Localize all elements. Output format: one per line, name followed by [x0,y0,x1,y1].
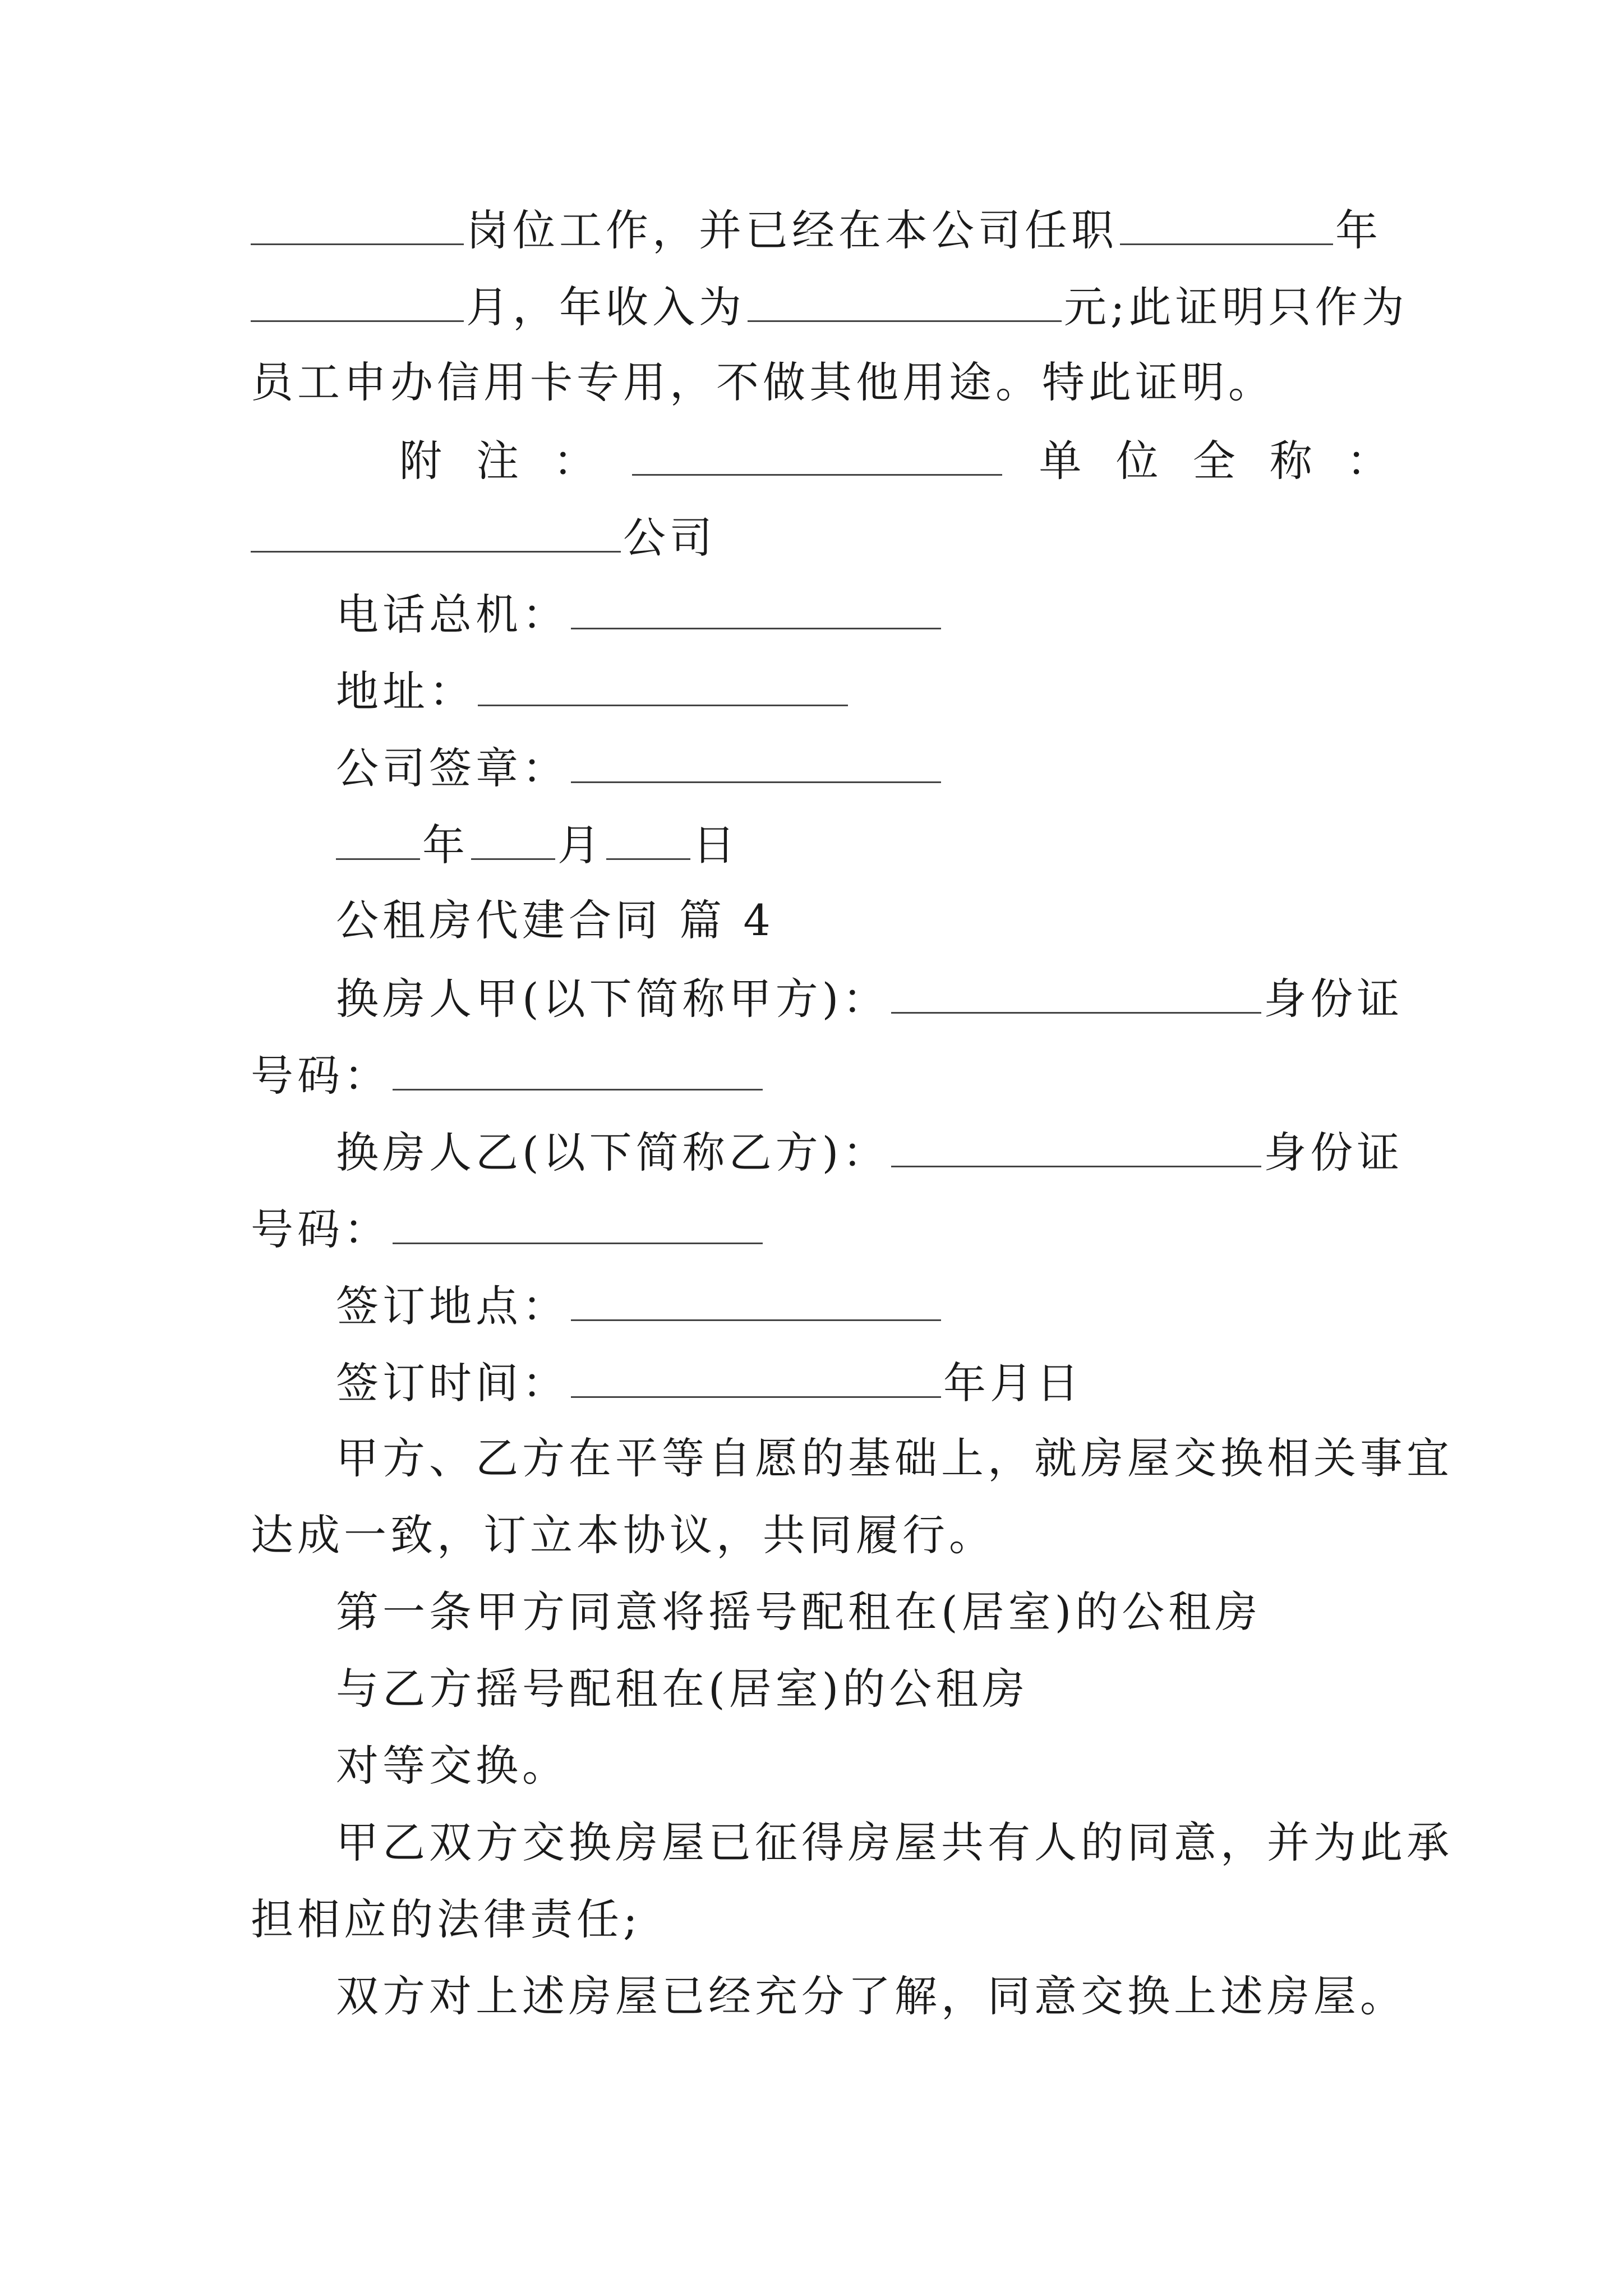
blank-field [251,208,464,245]
text-fragment: 年 [1335,205,1382,255]
text-char: 注 [476,436,519,486]
text-fragment: 公司签章： [336,743,569,793]
text-fragment: 身份证 [1264,1128,1404,1177]
text-line [336,1128,1404,1177]
text-fragment: 年 [422,820,469,870]
text-line [251,282,1408,332]
text-fragment: 签订地点： [336,1281,569,1331]
paragraph-line: 甲方、乙方在平等自愿的基础上，就房屋交换相关事宜 [336,1433,1453,1483]
text-fragment: 身份证 [1264,974,1404,1024]
blank-field [571,1360,941,1398]
text-line [336,666,850,716]
text-char: 位 [1115,436,1159,486]
text-line [336,590,943,639]
date-line [336,820,739,870]
text-line [336,1281,943,1331]
text-line [251,513,716,563]
paragraph-line: 甲乙双方交换房屋已征得房屋共有人的同意，并为此承 [336,1818,1453,1867]
blank-field [891,976,1261,1014]
text-fragment: 地址： [336,666,476,716]
paragraph-line: 与乙方摇号配租在(居室)的公租房 [336,1664,1029,1714]
blank-field [393,1207,763,1244]
text-fragment: 签订时间： [336,1358,569,1408]
paragraph-line: 达成一致，订立本协议，共同履行。 [251,1510,995,1560]
text-char: 全 [1192,436,1235,486]
text-fragment: 公司 [623,513,716,563]
blank-field [571,592,941,629]
justified-line [251,436,1389,486]
text-fragment: 号码： [251,1051,390,1101]
paragraph-line: 担相应的法律责任; [251,1894,642,1944]
blank-field [393,1053,763,1091]
blank-field [632,438,1002,476]
text-fragment: 电话总机： [336,590,569,639]
text-fragment: 月，年收入为 [466,282,745,332]
text-char: ： [553,436,596,486]
text-line [336,743,943,793]
text-fragment: 岗位工作，并已经在本公司任职 [466,205,1118,255]
blank-field [606,822,690,860]
text-fragment: 月 [557,820,604,870]
text-line [251,1051,765,1101]
text-char: 附 [399,436,442,486]
blank-field [571,1283,941,1321]
text-fragment: 换房人甲(以下简称甲方)： [336,974,889,1024]
section-heading: 公租房代建合同 篇 4 [336,895,774,945]
paragraph-line: 双方对上述房屋已经充分了解，同意交换上述房屋。 [336,1971,1407,2021]
paragraph-line: 第一条甲方同意将摇号配租在(居室)的公租房 [336,1587,1262,1637]
blank-field [251,284,464,322]
text-line [336,974,1404,1024]
text-fragment: 日 [693,820,739,870]
text-line [251,205,1382,255]
blank-field [891,1130,1261,1167]
blank-field [471,822,555,860]
text-fragment: 元;此证明只作为 [1064,282,1408,332]
text-char: 单 [1039,436,1082,486]
text-fragment: 换房人乙(以下简称乙方)： [336,1128,889,1177]
blank-field [1120,208,1333,245]
text-char: 称 [1269,436,1312,486]
blank-field [336,822,420,860]
blank-field [251,515,621,553]
paragraph-line: 对等交换。 [336,1741,569,1791]
blank-field [748,284,1062,322]
blank-field [478,669,848,706]
text-fragment: 年月日 [943,1358,1083,1408]
text-fragment: 号码： [251,1204,390,1254]
text-char: ： [1347,436,1389,486]
blank-field [571,746,941,783]
text-line [251,1204,765,1254]
text-line [336,1358,1083,1408]
text-line: 员工申办信用卡专用，不做其他用途。特此证明。 [251,357,1275,407]
